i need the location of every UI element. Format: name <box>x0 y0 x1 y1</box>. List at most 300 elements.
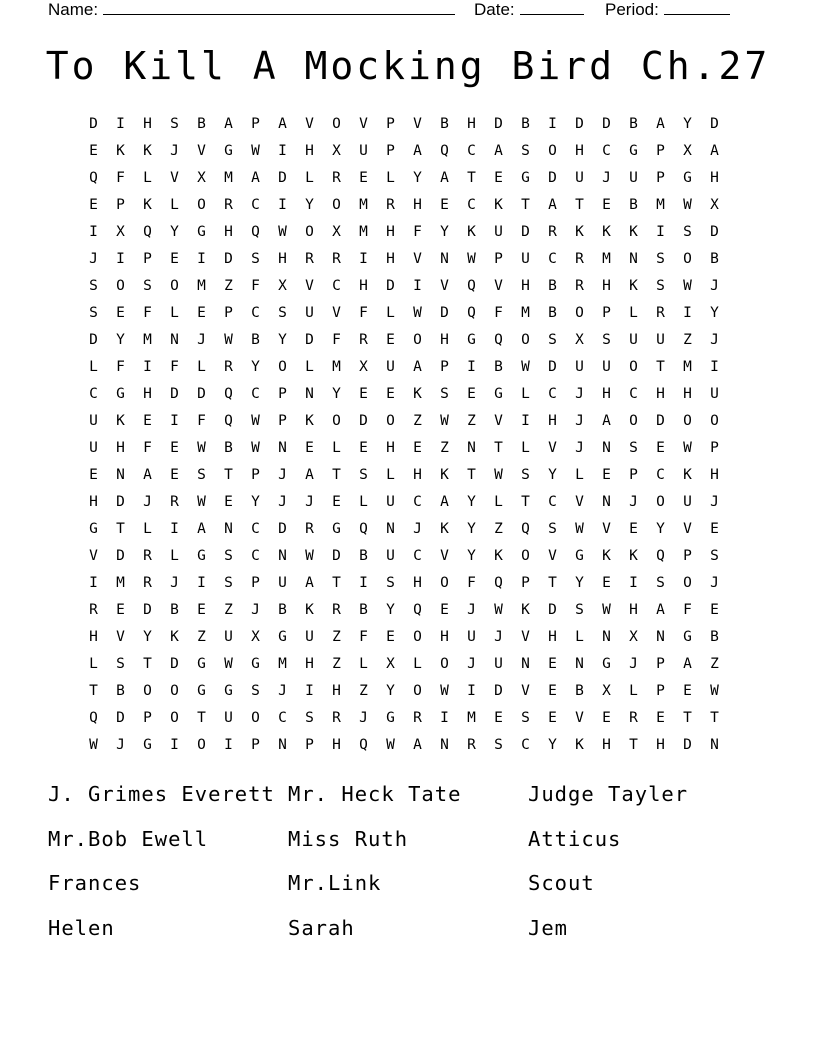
grid-letter[interactable]: K <box>602 548 611 564</box>
period-blank-line[interactable] <box>664 0 730 15</box>
grid-letter[interactable]: A <box>197 521 206 537</box>
grid-letter[interactable]: E <box>656 710 665 726</box>
grid-letter[interactable]: Y <box>548 467 557 483</box>
grid-letter[interactable]: H <box>332 683 341 699</box>
grid-letter[interactable]: S <box>683 224 692 240</box>
grid-letter[interactable]: F <box>494 305 503 321</box>
grid-letter[interactable]: U <box>89 440 98 456</box>
grid-letter[interactable]: A <box>413 359 422 375</box>
grid-letter[interactable]: K <box>494 548 503 564</box>
grid-letter[interactable]: M <box>224 170 233 186</box>
name-field[interactable] <box>48 0 455 18</box>
grid-letter[interactable]: B <box>116 683 125 699</box>
grid-letter[interactable]: I <box>170 413 179 429</box>
grid-letter[interactable]: B <box>629 197 638 213</box>
grid-letter[interactable]: Q <box>467 305 476 321</box>
grid-letter[interactable]: C <box>548 386 557 402</box>
grid-letter[interactable]: J <box>89 251 98 267</box>
grid-letter[interactable]: K <box>575 737 584 753</box>
grid-letter[interactable]: V <box>440 278 449 294</box>
grid-letter[interactable]: I <box>197 251 206 267</box>
grid-letter[interactable]: O <box>575 305 584 321</box>
grid-letter[interactable]: H <box>602 386 611 402</box>
grid-letter[interactable]: T <box>197 710 206 726</box>
grid-letter[interactable]: W <box>440 413 449 429</box>
grid-letter[interactable]: F <box>116 359 125 375</box>
grid-letter[interactable]: I <box>197 575 206 591</box>
grid-letter[interactable]: I <box>521 413 530 429</box>
grid-letter[interactable]: S <box>143 278 152 294</box>
grid-letter[interactable]: A <box>683 656 692 672</box>
grid-letter[interactable]: U <box>629 332 638 348</box>
grid-letter[interactable]: G <box>629 143 638 159</box>
grid-letter[interactable]: H <box>683 386 692 402</box>
grid-letter[interactable]: E <box>116 305 125 321</box>
grid-letter[interactable]: S <box>656 575 665 591</box>
grid-letter[interactable]: Q <box>494 332 503 348</box>
grid-letter[interactable]: S <box>548 521 557 537</box>
grid-letter[interactable]: P <box>251 737 260 753</box>
grid-letter[interactable]: E <box>170 251 179 267</box>
grid-letter[interactable]: W <box>575 521 584 537</box>
grid-letter[interactable]: U <box>278 575 287 591</box>
grid-letter[interactable]: I <box>89 575 98 591</box>
grid-letter[interactable]: E <box>89 467 98 483</box>
grid-letter[interactable]: F <box>170 359 179 375</box>
grid-letter[interactable]: D <box>548 359 557 375</box>
grid-letter[interactable]: W <box>89 737 98 753</box>
grid-letter[interactable]: T <box>467 170 476 186</box>
grid-letter[interactable]: S <box>386 575 395 591</box>
grid-letter[interactable]: S <box>629 440 638 456</box>
grid-letter[interactable]: S <box>89 305 98 321</box>
grid-letter[interactable]: Q <box>143 224 152 240</box>
grid-letter[interactable]: P <box>143 710 152 726</box>
grid-letter[interactable]: A <box>656 602 665 618</box>
grid-letter[interactable]: W <box>251 440 260 456</box>
grid-letter[interactable]: W <box>683 197 692 213</box>
grid-letter[interactable]: I <box>656 224 665 240</box>
grid-letter[interactable]: E <box>170 467 179 483</box>
grid-letter[interactable]: D <box>224 251 233 267</box>
grid-letter[interactable]: F <box>467 575 476 591</box>
grid-letter[interactable]: E <box>359 170 368 186</box>
grid-letter[interactable]: H <box>332 737 341 753</box>
grid-letter[interactable]: X <box>386 656 395 672</box>
grid-letter[interactable]: O <box>413 332 422 348</box>
grid-letter[interactable]: W <box>197 440 206 456</box>
grid-letter[interactable]: J <box>170 575 179 591</box>
grid-letter[interactable]: Y <box>170 224 179 240</box>
grid-letter[interactable]: H <box>575 143 584 159</box>
grid-letter[interactable]: U <box>602 359 611 375</box>
grid-letter[interactable]: E <box>656 440 665 456</box>
grid-letter[interactable]: Q <box>656 548 665 564</box>
grid-letter[interactable]: W <box>197 494 206 510</box>
grid-letter[interactable]: A <box>413 143 422 159</box>
grid-letter[interactable]: Q <box>494 575 503 591</box>
grid-letter[interactable]: O <box>116 278 125 294</box>
grid-letter[interactable]: T <box>656 359 665 375</box>
grid-letter[interactable]: K <box>629 278 638 294</box>
grid-letter[interactable]: U <box>467 629 476 645</box>
grid-letter[interactable]: K <box>521 602 530 618</box>
grid-letter[interactable]: O <box>305 224 314 240</box>
grid-letter[interactable]: J <box>278 467 287 483</box>
grid-letter[interactable]: B <box>494 359 503 375</box>
grid-letter[interactable]: L <box>89 656 98 672</box>
grid-letter[interactable]: I <box>143 359 152 375</box>
grid-letter[interactable]: T <box>548 575 557 591</box>
grid-letter[interactable]: A <box>440 170 449 186</box>
grid-letter[interactable]: K <box>494 197 503 213</box>
grid-letter[interactable]: R <box>386 197 395 213</box>
grid-letter[interactable]: N <box>224 521 233 537</box>
grid-letter[interactable]: L <box>170 197 179 213</box>
date-field[interactable] <box>474 0 584 18</box>
grid-letter[interactable]: Y <box>413 170 422 186</box>
grid-letter[interactable]: I <box>359 251 368 267</box>
grid-letter[interactable]: O <box>629 359 638 375</box>
grid-letter[interactable]: G <box>575 548 584 564</box>
grid-letter[interactable]: S <box>602 332 611 348</box>
grid-letter[interactable]: N <box>602 440 611 456</box>
grid-letter[interactable]: U <box>386 359 395 375</box>
grid-letter[interactable]: P <box>251 467 260 483</box>
grid-letter[interactable]: K <box>143 143 152 159</box>
grid-letter[interactable]: U <box>575 170 584 186</box>
grid-letter[interactable]: C <box>251 305 260 321</box>
grid-letter[interactable]: E <box>386 629 395 645</box>
grid-letter[interactable]: X <box>575 332 584 348</box>
grid-letter[interactable]: N <box>467 440 476 456</box>
grid-letter[interactable]: N <box>278 440 287 456</box>
grid-letter[interactable]: I <box>278 197 287 213</box>
grid-letter[interactable]: W <box>413 305 422 321</box>
grid-letter[interactable]: V <box>332 305 341 321</box>
grid-letter[interactable]: J <box>251 602 260 618</box>
grid-letter[interactable]: D <box>521 224 530 240</box>
grid-letter[interactable]: C <box>629 386 638 402</box>
grid-letter[interactable]: I <box>116 116 125 132</box>
grid-letter[interactable]: D <box>710 116 719 132</box>
grid-letter[interactable]: N <box>305 386 314 402</box>
grid-letter[interactable]: A <box>305 467 314 483</box>
grid-letter[interactable]: W <box>224 656 233 672</box>
grid-letter[interactable]: C <box>656 467 665 483</box>
grid-letter[interactable]: B <box>575 683 584 699</box>
grid-letter[interactable]: U <box>224 710 233 726</box>
grid-letter[interactable]: O <box>683 413 692 429</box>
grid-letter[interactable]: A <box>656 116 665 132</box>
grid-letter[interactable]: H <box>413 467 422 483</box>
grid-letter[interactable]: Z <box>494 521 503 537</box>
grid-letter[interactable]: E <box>494 710 503 726</box>
grid-letter[interactable]: R <box>332 602 341 618</box>
grid-letter[interactable]: L <box>386 305 395 321</box>
grid-letter[interactable]: S <box>251 683 260 699</box>
grid-letter[interactable]: Y <box>575 575 584 591</box>
grid-letter[interactable]: R <box>143 575 152 591</box>
grid-letter[interactable]: B <box>359 602 368 618</box>
grid-letter[interactable]: T <box>332 575 341 591</box>
grid-letter[interactable]: D <box>170 386 179 402</box>
grid-letter[interactable]: O <box>332 116 341 132</box>
grid-letter[interactable]: S <box>224 548 233 564</box>
grid-letter[interactable]: Z <box>413 413 422 429</box>
grid-letter[interactable]: D <box>548 170 557 186</box>
grid-letter[interactable]: P <box>440 359 449 375</box>
grid-letter[interactable]: C <box>251 197 260 213</box>
grid-letter[interactable]: J <box>116 737 125 753</box>
grid-letter[interactable]: Y <box>467 494 476 510</box>
grid-letter[interactable]: D <box>710 224 719 240</box>
grid-letter[interactable]: W <box>305 548 314 564</box>
grid-letter[interactable]: B <box>629 116 638 132</box>
grid-letter[interactable]: S <box>116 656 125 672</box>
grid-letter[interactable]: L <box>494 494 503 510</box>
grid-letter[interactable]: S <box>197 467 206 483</box>
grid-letter[interactable]: F <box>359 629 368 645</box>
grid-letter[interactable]: C <box>89 386 98 402</box>
grid-letter[interactable]: L <box>197 359 206 375</box>
grid-letter[interactable]: G <box>224 683 233 699</box>
grid-letter[interactable]: C <box>602 143 611 159</box>
grid-letter[interactable]: L <box>575 629 584 645</box>
grid-letter[interactable]: Y <box>710 305 719 321</box>
grid-letter[interactable]: W <box>683 440 692 456</box>
grid-letter[interactable]: V <box>683 521 692 537</box>
grid-letter[interactable]: S <box>521 467 530 483</box>
grid-letter[interactable]: I <box>170 521 179 537</box>
grid-letter[interactable]: U <box>359 143 368 159</box>
grid-letter[interactable]: Y <box>305 197 314 213</box>
grid-letter[interactable]: H <box>386 251 395 267</box>
grid-letter[interactable]: Q <box>89 170 98 186</box>
grid-letter[interactable]: C <box>521 737 530 753</box>
grid-letter[interactable]: J <box>710 278 719 294</box>
grid-letter[interactable]: H <box>116 440 125 456</box>
grid-letter[interactable]: W <box>278 224 287 240</box>
grid-letter[interactable]: K <box>440 467 449 483</box>
grid-letter[interactable]: P <box>656 170 665 186</box>
grid-letter[interactable]: D <box>656 413 665 429</box>
grid-letter[interactable]: M <box>278 656 287 672</box>
grid-letter[interactable]: H <box>548 413 557 429</box>
grid-letter[interactable]: M <box>116 575 125 591</box>
grid-letter[interactable]: T <box>224 467 233 483</box>
grid-letter[interactable]: B <box>548 305 557 321</box>
grid-letter[interactable]: E <box>629 521 638 537</box>
grid-letter[interactable]: S <box>494 737 503 753</box>
grid-letter[interactable]: O <box>197 197 206 213</box>
grid-letter[interactable]: K <box>116 413 125 429</box>
grid-letter[interactable]: V <box>494 413 503 429</box>
grid-letter[interactable]: S <box>710 548 719 564</box>
grid-letter[interactable]: T <box>116 521 125 537</box>
grid-letter[interactable]: H <box>413 575 422 591</box>
grid-letter[interactable]: G <box>278 629 287 645</box>
grid-letter[interactable]: T <box>575 197 584 213</box>
grid-letter[interactable]: R <box>359 332 368 348</box>
grid-letter[interactable]: C <box>548 494 557 510</box>
grid-letter[interactable]: Y <box>683 116 692 132</box>
grid-letter[interactable]: J <box>170 143 179 159</box>
grid-letter[interactable]: Z <box>467 413 476 429</box>
grid-letter[interactable]: L <box>521 386 530 402</box>
grid-letter[interactable]: W <box>602 602 611 618</box>
grid-letter[interactable]: H <box>710 170 719 186</box>
grid-letter[interactable]: I <box>683 305 692 321</box>
grid-letter[interactable]: G <box>251 656 260 672</box>
grid-letter[interactable]: W <box>386 737 395 753</box>
grid-letter[interactable]: S <box>548 332 557 348</box>
grid-letter[interactable]: S <box>656 251 665 267</box>
grid-letter[interactable]: R <box>305 251 314 267</box>
grid-letter[interactable]: R <box>575 251 584 267</box>
grid-letter[interactable]: Q <box>467 278 476 294</box>
grid-letter[interactable]: J <box>710 575 719 591</box>
grid-letter[interactable]: H <box>386 224 395 240</box>
grid-letter[interactable]: P <box>251 575 260 591</box>
grid-letter[interactable]: J <box>629 656 638 672</box>
grid-letter[interactable]: P <box>278 413 287 429</box>
grid-letter[interactable]: E <box>359 386 368 402</box>
grid-letter[interactable]: E <box>359 440 368 456</box>
grid-letter[interactable]: A <box>440 494 449 510</box>
grid-letter[interactable]: R <box>305 521 314 537</box>
grid-letter[interactable]: F <box>683 602 692 618</box>
grid-letter[interactable]: A <box>143 467 152 483</box>
grid-letter[interactable]: J <box>710 332 719 348</box>
grid-letter[interactable]: V <box>440 548 449 564</box>
grid-letter[interactable]: R <box>467 737 476 753</box>
grid-letter[interactable]: P <box>251 116 260 132</box>
grid-letter[interactable]: H <box>656 737 665 753</box>
grid-letter[interactable]: D <box>116 494 125 510</box>
grid-letter[interactable]: X <box>332 143 341 159</box>
grid-letter[interactable]: D <box>683 737 692 753</box>
grid-letter[interactable]: X <box>278 278 287 294</box>
grid-letter[interactable]: Z <box>197 629 206 645</box>
grid-letter[interactable]: B <box>197 116 206 132</box>
grid-letter[interactable]: N <box>575 656 584 672</box>
grid-letter[interactable]: D <box>494 683 503 699</box>
grid-letter[interactable]: K <box>116 143 125 159</box>
grid-letter[interactable]: O <box>143 683 152 699</box>
grid-letter[interactable]: M <box>467 710 476 726</box>
grid-letter[interactable]: M <box>683 359 692 375</box>
grid-letter[interactable]: V <box>197 143 206 159</box>
grid-letter[interactable]: O <box>278 359 287 375</box>
grid-letter[interactable]: T <box>521 197 530 213</box>
grid-letter[interactable]: N <box>629 251 638 267</box>
grid-letter[interactable]: E <box>170 440 179 456</box>
grid-letter[interactable]: E <box>386 332 395 348</box>
grid-letter[interactable]: B <box>224 440 233 456</box>
grid-letter[interactable]: H <box>440 332 449 348</box>
grid-letter[interactable]: W <box>251 413 260 429</box>
grid-letter[interactable]: D <box>89 332 98 348</box>
grid-letter[interactable]: W <box>440 683 449 699</box>
grid-letter[interactable]: D <box>440 305 449 321</box>
grid-letter[interactable]: V <box>170 170 179 186</box>
grid-letter[interactable]: Y <box>386 602 395 618</box>
grid-letter[interactable]: L <box>170 305 179 321</box>
grid-letter[interactable]: H <box>710 467 719 483</box>
grid-letter[interactable]: P <box>494 251 503 267</box>
grid-letter[interactable]: K <box>305 413 314 429</box>
grid-letter[interactable]: Z <box>359 683 368 699</box>
grid-letter[interactable]: R <box>548 224 557 240</box>
grid-letter[interactable]: Z <box>332 629 341 645</box>
grid-letter[interactable]: Q <box>359 521 368 537</box>
grid-letter[interactable]: L <box>359 656 368 672</box>
grid-letter[interactable]: J <box>359 710 368 726</box>
grid-letter[interactable]: U <box>494 224 503 240</box>
grid-letter[interactable]: R <box>224 359 233 375</box>
grid-letter[interactable]: N <box>656 629 665 645</box>
grid-letter[interactable]: U <box>305 629 314 645</box>
grid-letter[interactable]: R <box>170 494 179 510</box>
grid-letter[interactable]: X <box>683 143 692 159</box>
grid-letter[interactable]: E <box>683 683 692 699</box>
grid-letter[interactable]: F <box>359 305 368 321</box>
grid-letter[interactable]: U <box>386 494 395 510</box>
grid-letter[interactable]: E <box>386 386 395 402</box>
grid-letter[interactable]: H <box>278 251 287 267</box>
grid-letter[interactable]: E <box>548 656 557 672</box>
grid-letter[interactable]: J <box>143 494 152 510</box>
grid-letter[interactable]: E <box>602 467 611 483</box>
grid-letter[interactable]: A <box>278 116 287 132</box>
grid-letter[interactable]: N <box>170 332 179 348</box>
grid-letter[interactable]: H <box>359 278 368 294</box>
grid-letter[interactable]: K <box>170 629 179 645</box>
grid-letter[interactable]: J <box>494 629 503 645</box>
grid-letter[interactable]: Y <box>467 548 476 564</box>
grid-letter[interactable]: D <box>278 521 287 537</box>
grid-letter[interactable]: R <box>413 710 422 726</box>
grid-letter[interactable]: S <box>521 143 530 159</box>
grid-letter[interactable]: D <box>116 548 125 564</box>
grid-letter[interactable]: K <box>602 224 611 240</box>
grid-letter[interactable]: R <box>332 251 341 267</box>
grid-letter[interactable]: X <box>359 359 368 375</box>
grid-letter[interactable]: J <box>710 494 719 510</box>
grid-letter[interactable]: J <box>197 332 206 348</box>
grid-letter[interactable]: A <box>251 170 260 186</box>
grid-letter[interactable]: B <box>251 332 260 348</box>
grid-letter[interactable]: P <box>116 197 125 213</box>
grid-letter[interactable]: T <box>332 467 341 483</box>
grid-letter[interactable]: O <box>413 683 422 699</box>
grid-letter[interactable]: L <box>386 170 395 186</box>
grid-letter[interactable]: E <box>602 710 611 726</box>
grid-letter[interactable]: R <box>656 305 665 321</box>
grid-letter[interactable]: K <box>440 521 449 537</box>
grid-letter[interactable]: V <box>305 278 314 294</box>
grid-letter[interactable]: N <box>440 737 449 753</box>
grid-letter[interactable]: E <box>710 602 719 618</box>
grid-letter[interactable]: E <box>143 413 152 429</box>
grid-letter[interactable]: Q <box>359 737 368 753</box>
grid-letter[interactable]: E <box>548 710 557 726</box>
grid-letter[interactable]: N <box>116 467 125 483</box>
grid-letter[interactable]: R <box>89 602 98 618</box>
grid-letter[interactable]: E <box>197 305 206 321</box>
grid-letter[interactable]: X <box>116 224 125 240</box>
